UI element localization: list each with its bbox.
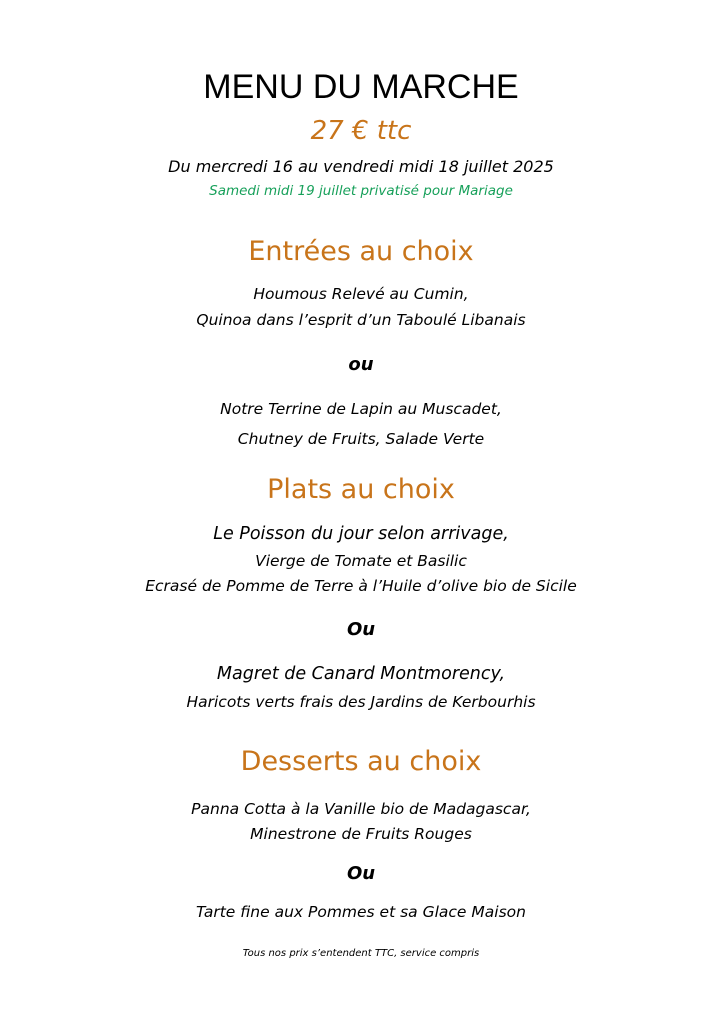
menu-title: MENU DU MARCHE	[203, 68, 519, 106]
entrees-heading: Entrées au choix	[248, 236, 474, 267]
dessert-1-line-1: Panna Cotta à la Vanille bio de Madagascar,	[191, 800, 531, 818]
menu-dates: Du mercredi 16 au vendredi midi 18 juillet 2025	[168, 157, 554, 176]
entree-1-line-2: Quinoa dans l’esprit d’un Taboulé Libanais	[196, 311, 526, 329]
plat-1-line-2: Vierge de Tomate et Basilic	[255, 552, 467, 570]
dessert-2-line-1: Tarte fine aux Pommes et sa Glace Maison	[196, 903, 526, 921]
plat-1-line-1: Le Poisson du jour selon arrivage,	[213, 524, 509, 544]
plats-heading: Plats au choix	[267, 474, 455, 505]
entree-2-line-2: Chutney de Fruits, Salade Verte	[237, 430, 485, 448]
entree-1-line-1: Houmous Relevé au Cumin,	[253, 285, 469, 303]
desserts-heading: Desserts au choix	[240, 746, 482, 777]
desserts-separator: Ou	[346, 863, 376, 884]
plat-1-line-3: Ecrasé de Pomme de Terre à l’Huile d’olive bio de Sicile	[145, 577, 577, 595]
plat-2-line-2: Haricots verts frais des Jardins de Kerbourhis	[186, 693, 536, 711]
dessert-1-line-2: Minestrone de Fruits Rouges	[250, 825, 472, 843]
entrees-separator: ou	[348, 354, 374, 375]
plat-2-line-1: Magret de Canard Montmorency,	[216, 664, 506, 684]
plats-separator: Ou	[346, 619, 376, 640]
price-footnote: Tous nos prix s’entendent TTC, service compris	[242, 948, 480, 959]
private-event-note: Samedi midi 19 juillet privatisé pour Mariage	[209, 183, 513, 199]
menu-price: 27 € ttc	[310, 116, 412, 146]
entree-2-line-1: Notre Terrine de Lapin au Muscadet,	[220, 400, 502, 418]
